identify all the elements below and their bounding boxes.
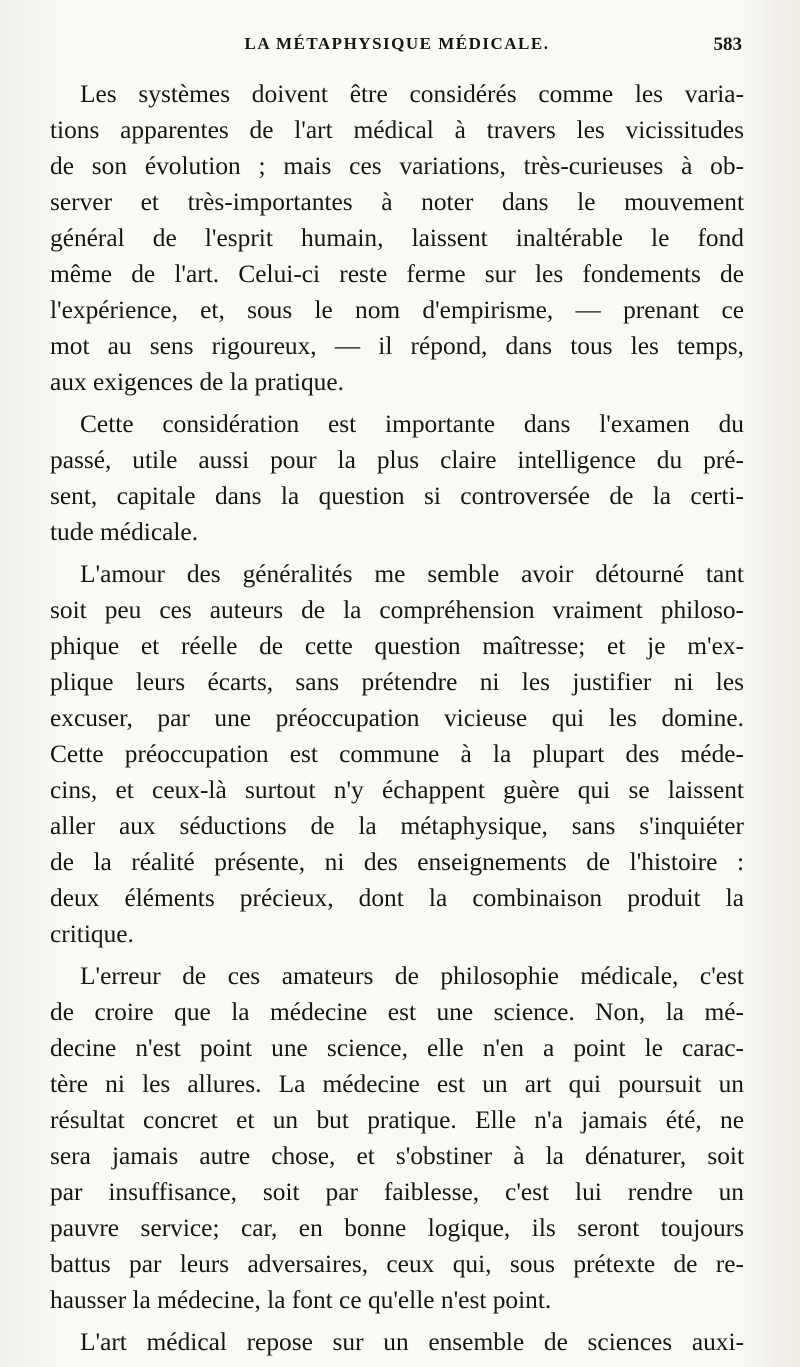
text-line: L'amour des généralités me semble avoir détourné tant [80,560,744,588]
text-line: aller aux séductions de la métaphysique, sans s'inquiéter [50,812,744,840]
text-line: battus par leurs adversaires, ceux qui, sous prétexte de re- [50,1250,744,1278]
text-line: résultat concret et un but pratique. Elle n'a jamais été, ne [50,1106,744,1134]
paragraph-3 [50,556,744,952]
text-line: pauvre service; car, en bonne logique, ils seront toujours [50,1214,744,1242]
text-line: decine n'est point une science, elle n'en a point le carac- [50,1034,744,1062]
running-head: LA MÉTAPHYSIQUE MÉDICALE. [244,34,550,53]
paragraph-5 [50,1324,744,1360]
text-line: cins, et ceux-là surtout n'y échappent guère qui se laissent [50,776,744,804]
text-line: Cette préoccupation est commune à la plupart des méde- [50,740,744,768]
text-line: soit peu ces auteurs de la compréhension vraiment philoso- [50,596,744,624]
text-line: passé, utile aussi pour la plus claire intelligence du pré- [50,446,744,474]
body-text [50,76,744,1366]
text-line: Les systèmes doivent être considérés comme les varia- [80,80,744,108]
text-line: Cette considération est importante dans l'examen du [80,410,744,438]
text-line: aux exigences de la pratique. [50,368,344,396]
text-line: de la réalité présente, ni des enseignements de l'histoire : [50,848,744,876]
text-line: plique leurs écarts, sans prétendre ni les justifier ni les [50,668,744,696]
paragraph-4 [50,958,744,1318]
text-line: général de l'esprit humain, laissent inaltérable le fond [50,224,744,252]
page-header [52,34,742,64]
text-line: tère ni les allures. La médecine est un art qui poursuit un [50,1070,744,1098]
text-line: mot au sens rigoureux, — il répond, dans tous les temps, [50,332,744,360]
text-line: excuser, par une préoccupation vicieuse qui les domine. [50,704,744,732]
text-line: l'expérience, et, sous le nom d'empirisme, — prenant ce [50,296,744,324]
text-line: de son évolution ; mais ces variations, très-curieuses à ob- [50,152,744,180]
text-line: phique et réelle de cette question maîtresse; et je m'ex- [50,632,744,660]
text-line: tions apparentes de l'art médical à travers les vicissitudes [50,116,744,144]
text-line: même de l'art. Celui-ci reste ferme sur les fondements de [50,260,744,288]
paragraph-2 [50,406,744,550]
text-line: L'art médical repose sur un ensemble de sciences auxi- [80,1328,744,1356]
text-line: server et très-importantes à noter dans le mouvement [50,188,744,216]
paragraph-1 [50,76,744,400]
text-line: sera jamais autre chose, et s'obstiner à la dénaturer, soit [50,1142,744,1170]
page-number: 583 [713,34,742,55]
text-line: de croire que la médecine est une science. Non, la mé- [50,998,744,1026]
text-line: par insuffisance, soit par faiblesse, c'est lui rendre un [50,1178,744,1206]
text-line: sent, capitale dans la question si controversée de la certi- [50,482,744,510]
text-line: tude médicale. [50,518,199,546]
text-line: L'erreur de ces amateurs de philosophie médicale, c'est [80,962,744,990]
text-line: deux éléments précieux, dont la combinaison produit la [50,884,744,912]
text-line: critique. [50,920,134,948]
text-line: hausser la médecine, la font ce qu'elle n'est point. [50,1286,552,1314]
